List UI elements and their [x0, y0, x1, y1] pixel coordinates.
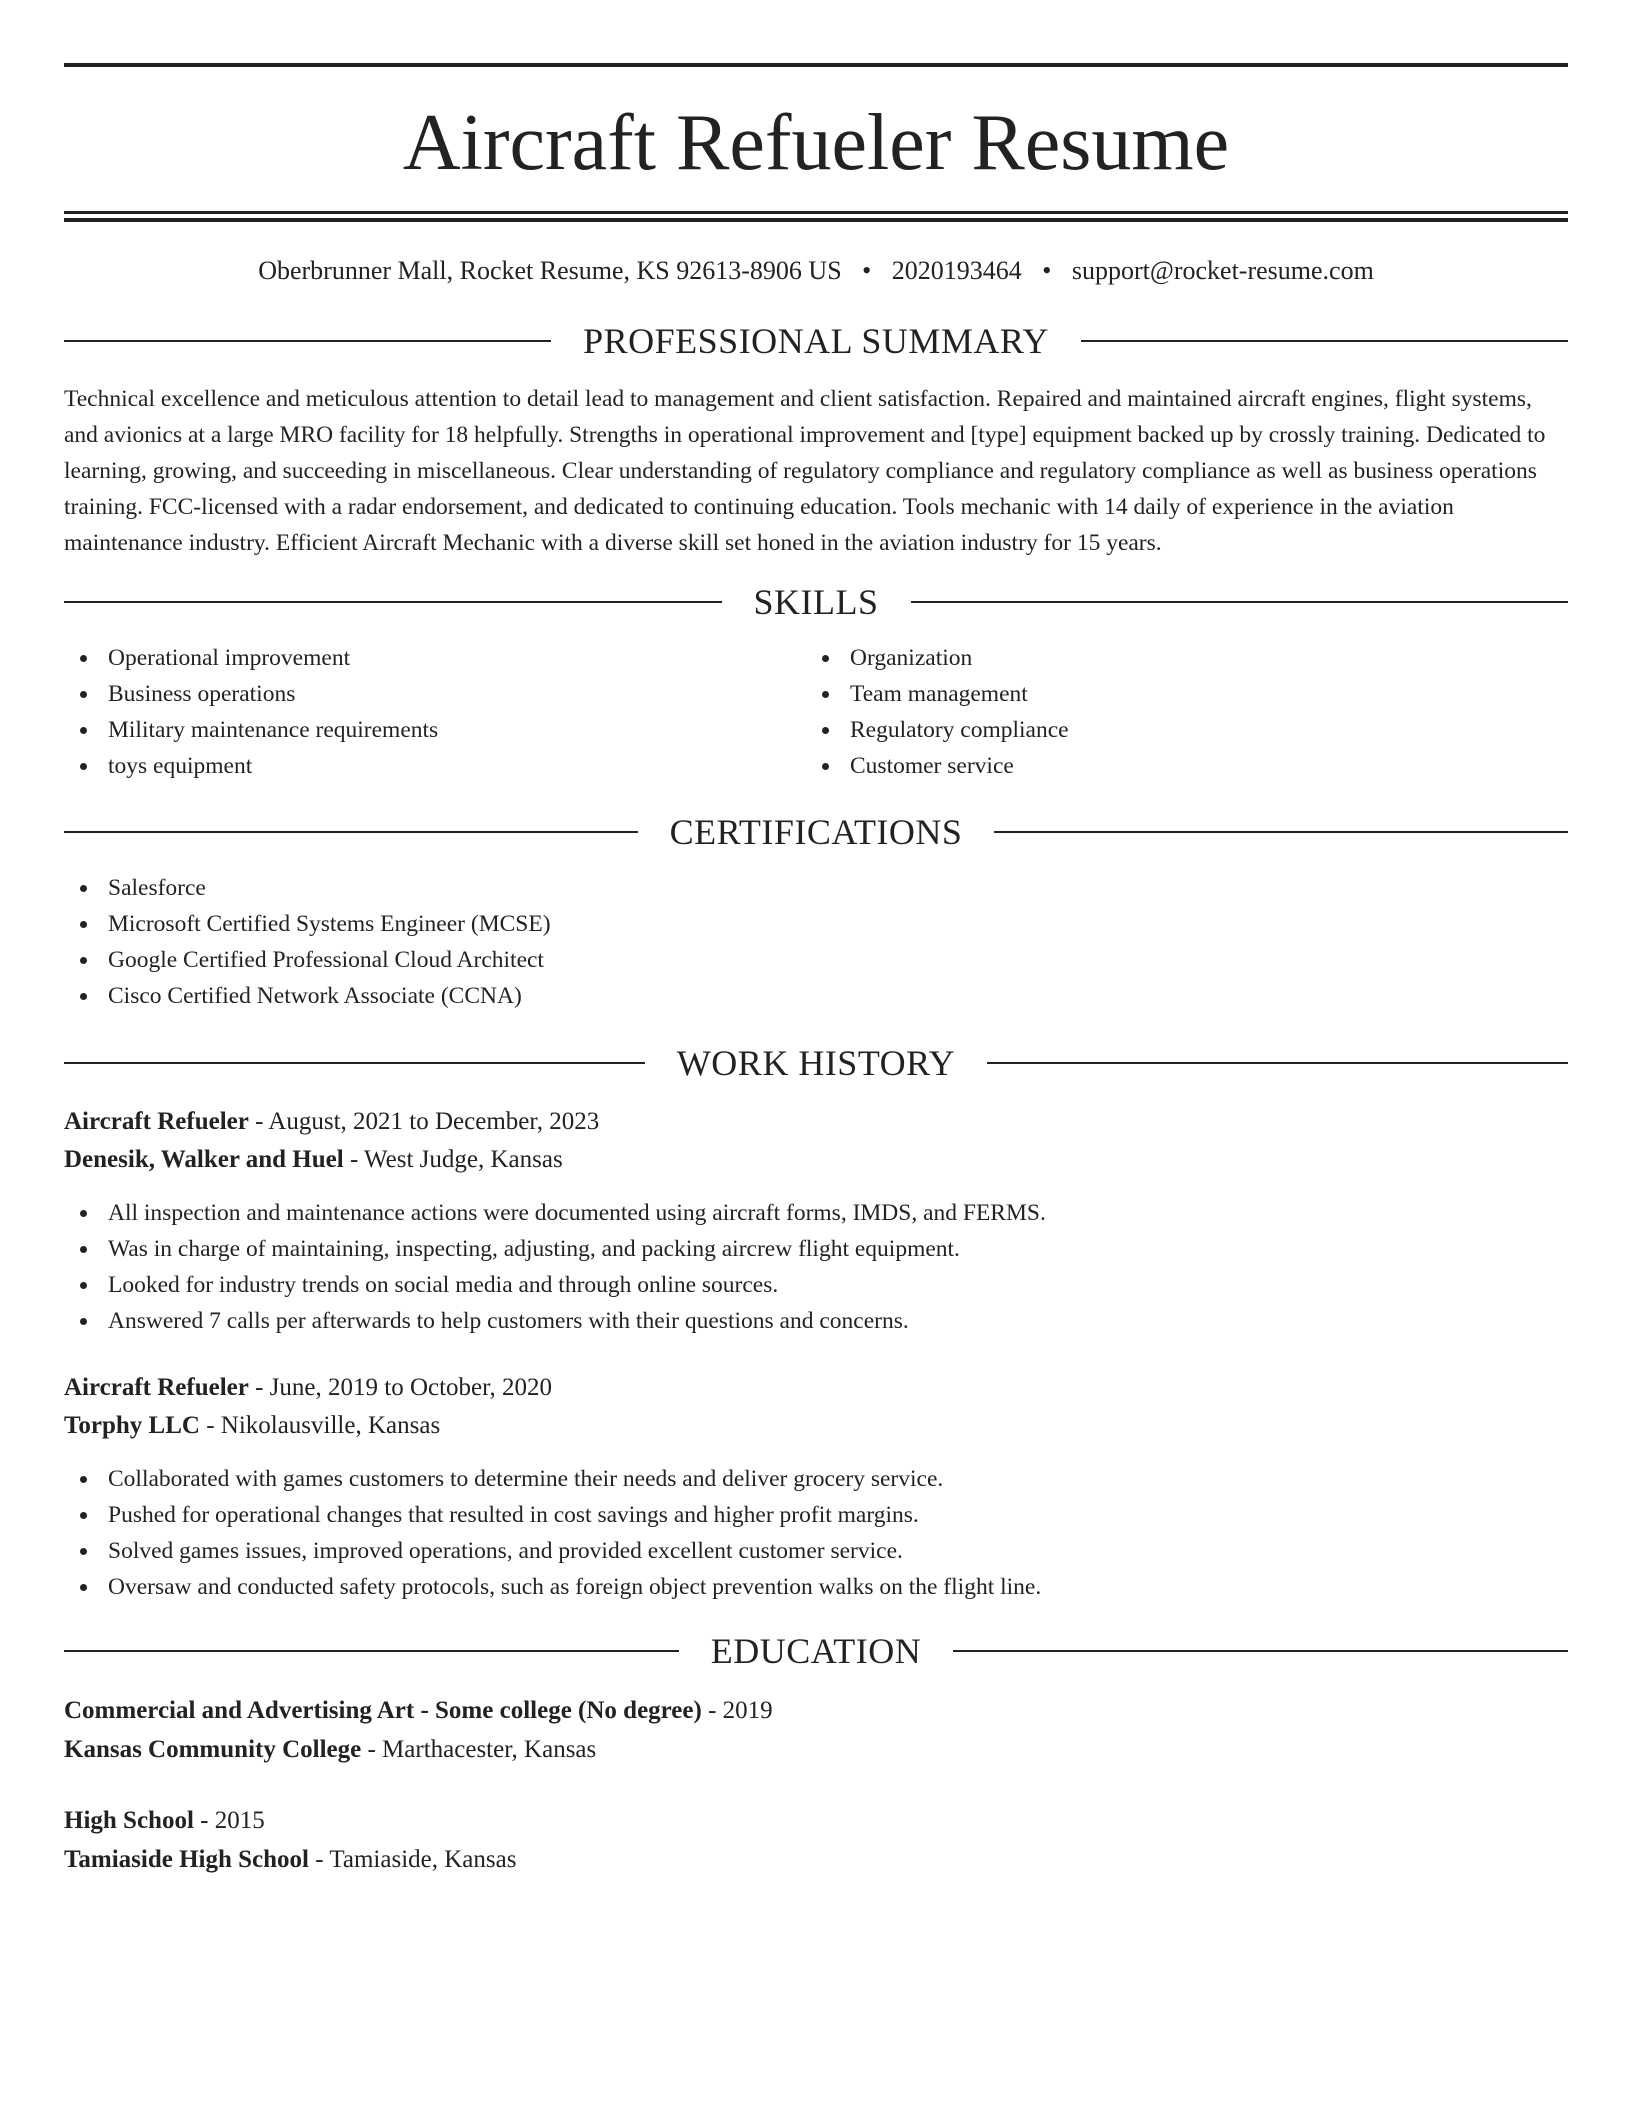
job-bullet: Collaborated with games customers to determine their needs and deliver grocery service. — [64, 1461, 1568, 1497]
skill-item: Team management — [806, 676, 1548, 712]
job-title-line — [64, 1103, 1568, 1141]
title-double-rule — [64, 211, 1568, 222]
contact-separator: • — [1042, 256, 1052, 285]
section-rule — [64, 1062, 645, 1064]
education-entry — [64, 1691, 1568, 1769]
skill-item: Business operations — [64, 676, 806, 712]
work-section-header — [64, 1043, 1568, 1084]
section-rule — [64, 340, 551, 342]
skill-item: Customer service — [806, 748, 1548, 784]
certifications-heading: CERTIFICATIONS — [669, 812, 963, 853]
certification-item: Salesforce — [64, 870, 1568, 906]
section-rule — [64, 601, 722, 603]
job-bullets — [64, 1195, 1568, 1339]
job-bullet: Answered 7 calls per afterwards to help customers with their questions and concerns. — [64, 1303, 1568, 1339]
certification-item: Microsoft Certified Systems Engineer (MCSE) — [64, 906, 1568, 942]
contact-email: support@rocket-resume.com — [1071, 256, 1374, 285]
education-section-header — [64, 1631, 1568, 1672]
job-title: Aircraft Refueler — [64, 1108, 249, 1136]
work-heading: WORK HISTORY — [676, 1043, 956, 1084]
contact-address: Oberbrunner Mall, Rocket Resume, KS 92613-8906 US — [258, 256, 842, 285]
job-bullet: Looked for industry trends on social media and through online sources. — [64, 1267, 1568, 1303]
skill-item: toys equipment — [64, 748, 806, 784]
job-location: - Nikolausville, Kansas — [199, 1412, 441, 1440]
job-bullet: All inspection and maintenance actions were documented using aircraft forms, IMDS, and FERMS. — [64, 1195, 1568, 1231]
skills-list-right — [806, 640, 1548, 784]
job-company-line — [64, 1141, 1568, 1179]
page-title: Aircraft Refueler Resume — [402, 99, 1230, 187]
job-company: Denesik, Walker and Huel — [64, 1146, 344, 1174]
certification-item: Google Certified Professional Cloud Architect — [64, 942, 1568, 978]
education-entry — [64, 1801, 1568, 1879]
job-dates: - June, 2019 to October, 2020 — [248, 1374, 552, 1402]
summary-heading: PROFESSIONAL SUMMARY — [583, 321, 1049, 362]
skill-item: Operational improvement — [64, 640, 806, 676]
education-degree-line — [64, 1801, 1568, 1840]
section-rule — [953, 1650, 1568, 1652]
education-school: Tamiaside High School — [64, 1846, 309, 1874]
education-year: - 2019 — [701, 1697, 773, 1725]
job-title: Aircraft Refueler — [64, 1374, 249, 1402]
education-school-line — [64, 1730, 1568, 1769]
job-dates: - August, 2021 to December, 2023 — [248, 1108, 600, 1136]
education-year: - 2015 — [193, 1807, 265, 1835]
skills-grid — [64, 640, 1568, 784]
job-entry — [64, 1369, 1568, 1605]
job-location: - West Judge, Kansas — [343, 1146, 563, 1174]
skills-list-left — [64, 640, 806, 784]
certifications-section-header — [64, 812, 1568, 853]
section-rule — [987, 1062, 1568, 1064]
skills-section-header — [64, 582, 1568, 623]
section-rule — [64, 1650, 679, 1652]
education-school-line — [64, 1840, 1568, 1879]
education-location: - Tamiaside, Kansas — [308, 1846, 517, 1874]
education-degree: High School — [64, 1807, 194, 1835]
skill-item: Regulatory compliance — [806, 712, 1548, 748]
job-title-line — [64, 1369, 1568, 1407]
job-bullets — [64, 1461, 1568, 1605]
certification-item: Cisco Certified Network Associate (CCNA) — [64, 978, 1568, 1014]
section-rule — [911, 601, 1569, 603]
summary-text: Technical excellence and meticulous attention to detail lead to management and client satisfaction. Repaired and maintained aircraft engines, flight systems, and avionics at a large MRO facility for 18 helpfully. Strengths in operational improvement and [type] equipment backed up by crossly training. Dedicated to learning, growing, and succeeding in miscellaneous. Clear understanding of regulatory compliance and regulatory compliance as well as business operations training. FCC-licensed with a radar endorsement, and dedicated to continuing education. Tools mechanic with 14 daily of experience in the aviation maintenance industry. Efficient Aircraft Mechanic with a diverse skill set honed in the aviation industry for 15 years. — [64, 386, 1546, 557]
education-degree: Commercial and Advertising Art - Some college (No degree) — [64, 1697, 702, 1725]
job-entry — [64, 1103, 1568, 1339]
contact-separator: • — [862, 256, 872, 285]
job-bullet: Oversaw and conducted safety protocols, such as foreign object prevention walks on the flight line. — [64, 1569, 1568, 1605]
job-bullet: Was in charge of maintaining, inspecting, adjusting, and packing aircrew flight equipment. — [64, 1231, 1568, 1267]
skill-item: Organization — [806, 640, 1548, 676]
job-company: Torphy LLC — [64, 1412, 200, 1440]
education-degree-line — [64, 1691, 1568, 1730]
skill-item: Military maintenance requirements — [64, 712, 806, 748]
job-bullet: Solved games issues, improved operations, and provided excellent customer service. — [64, 1533, 1568, 1569]
education-location: - Marthacester, Kansas — [361, 1736, 597, 1764]
contact-phone: 2020193464 — [891, 256, 1022, 285]
summary-section-header — [64, 321, 1568, 362]
job-bullet: Pushed for operational changes that resulted in cost savings and higher profit margins. — [64, 1497, 1568, 1533]
education-heading: EDUCATION — [710, 1631, 922, 1672]
section-rule — [1081, 340, 1568, 342]
skills-heading: SKILLS — [753, 582, 879, 623]
contact-line — [64, 255, 1568, 286]
education-school: Kansas Community College — [64, 1736, 362, 1764]
certifications-list — [64, 870, 1568, 1014]
job-company-line — [64, 1407, 1568, 1445]
top-rule — [64, 63, 1568, 67]
section-rule — [64, 831, 638, 833]
section-rule — [994, 831, 1568, 833]
